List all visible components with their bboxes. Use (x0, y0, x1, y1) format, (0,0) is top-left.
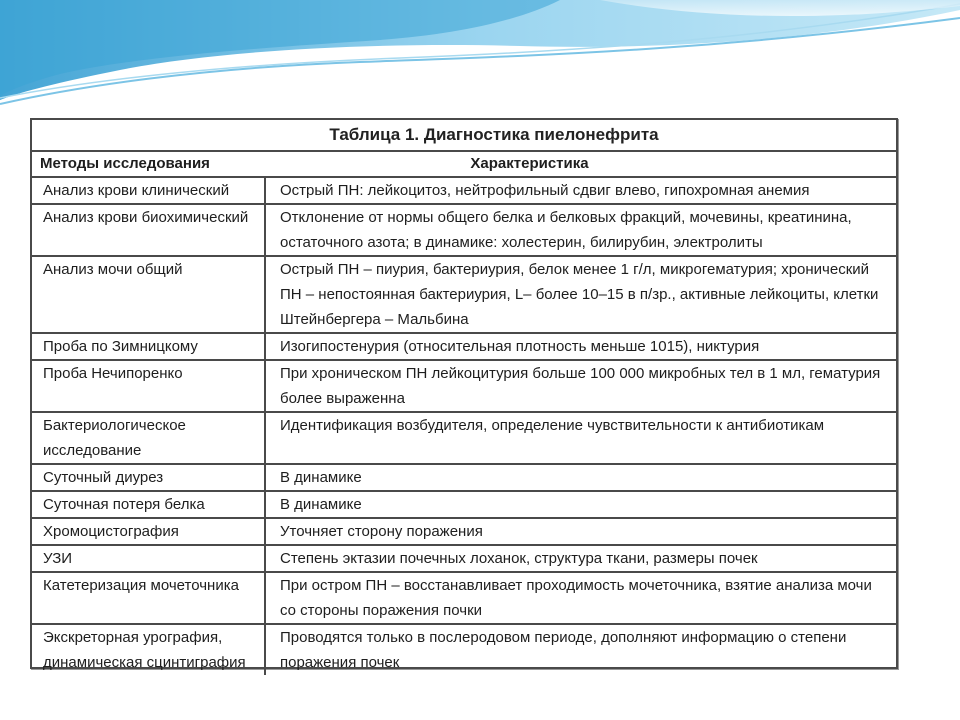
diagnostics-table (32, 120, 896, 675)
table-title: Таблица 1. Диагностика пиелонефрита (32, 120, 896, 152)
description-cell: При остром ПН – восстанавливает проходимость мочеточника, взятие анализа мочи со стороны поражения почки (265, 572, 896, 624)
description-cell: Идентификация возбудителя, определение чувствительности к антибиотикам (265, 412, 896, 464)
description-cell: При хроническом ПН лейкоцитурия больше 100 000 микробных тел в 1 мл, гематурия более выраженна (265, 360, 896, 412)
table-row (32, 412, 896, 464)
method-cell: Экскреторная урография, динамическая сцинтиграфия (32, 624, 265, 675)
description-cell: Острый ПН: лейкоцитоз, нейтрофильный сдвиг влево, гипохромная анемия (265, 177, 896, 204)
table-row (32, 204, 896, 256)
description-cell: Изогипостенурия (относительная плотность меньше 1015), никтурия (265, 333, 896, 360)
table-row (32, 256, 896, 333)
table-row (32, 333, 896, 360)
description-cell: Острый ПН – пиурия, бактериурия, белок менее 1 г/л, микрогематурия; хронический ПН – непостоянная бактериурия, L– более 10–15 в п/зр., активные лейкоциты, клетки Штейнбергера – Мальбина (265, 256, 896, 333)
method-cell: Анализ крови клинический (32, 177, 265, 204)
method-cell: Бактериологическое исследование (32, 412, 265, 464)
method-cell: Суточный диурез (32, 464, 265, 491)
method-cell: Суточная потеря белка (32, 491, 265, 518)
header-characteristics: Характеристика (265, 152, 896, 177)
table-header-row (32, 152, 896, 177)
description-cell: Проводятся только в послеродовом периоде, дополняют информацию о степени поражения почек (280, 629, 847, 671)
table-row (32, 360, 896, 412)
method-cell: УЗИ (32, 545, 265, 572)
table-row (32, 464, 896, 491)
header-methods: Методы исследования (32, 152, 265, 177)
description-cell: Уточняет сторону поражения (265, 518, 896, 545)
decorative-wave-header (0, 0, 960, 120)
table-row (32, 177, 896, 204)
table-row (32, 491, 896, 518)
method-cell: Анализ крови биохимический (32, 204, 265, 256)
table-row (32, 624, 896, 675)
description-cell: В динамике (265, 491, 896, 518)
method-cell: Катетеризация мочеточника (32, 572, 265, 624)
table-row (32, 518, 896, 545)
description-cell: В динамике (265, 464, 896, 491)
method-cell: Проба Нечипоренко (32, 360, 265, 412)
table-body (32, 177, 896, 675)
description-cell: Отклонение от нормы общего белка и белковых фракций, мочевины, креатинина, остаточного азота; в динамике: холестерин, билирубин, электролиты (265, 204, 896, 256)
method-cell: Хромоцистография (32, 518, 265, 545)
method-cell: Проба по Зимницкому (32, 333, 265, 360)
description-cell: Степень эктазии почечных лоханок, структура ткани, размеры почек (265, 545, 896, 572)
diagnostics-table-frame (30, 118, 898, 669)
table-row (32, 572, 896, 624)
method-cell: Анализ мочи общий (32, 256, 265, 333)
table-row (32, 545, 896, 572)
